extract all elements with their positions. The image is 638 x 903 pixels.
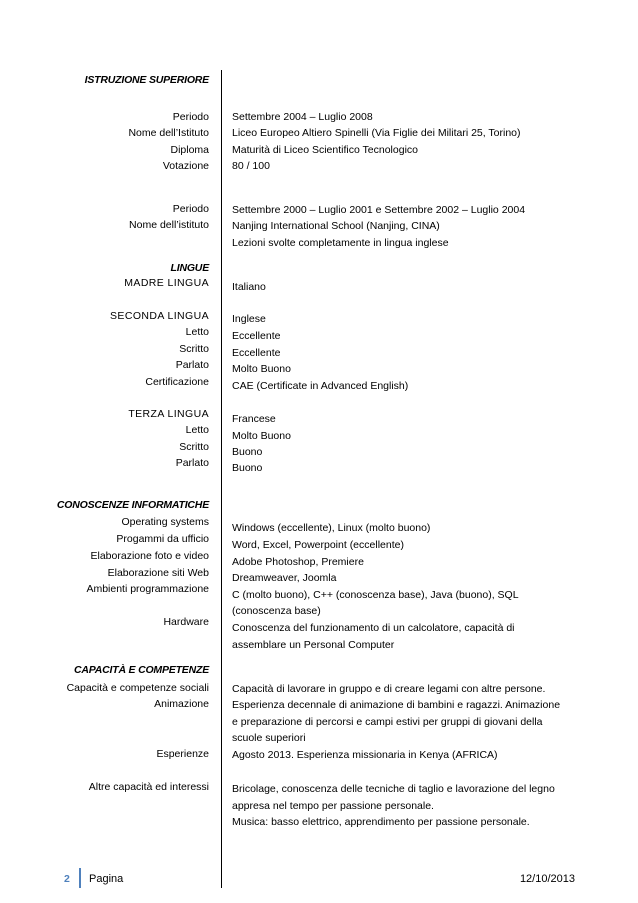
label-letto-2: Letto: [185, 424, 209, 436]
value-animazione-line2: e preparazione di percorsi e campi estivi per gruppi di giovani della: [232, 716, 543, 728]
label-hardware: Hardware: [163, 616, 209, 628]
value-madre-lingua: Italiano: [232, 281, 266, 293]
value-altre-line1: Bricolage, conoscenza delle tecniche di taglio e lavorazione del legno: [232, 783, 555, 795]
label-scritto-1: Scritto: [179, 343, 209, 355]
label-altre-capacita: Altre capacità ed interessi: [88, 781, 209, 793]
label-programmi-ufficio: Progammi da ufficio: [116, 533, 209, 545]
label-votazione: Votazione: [162, 160, 209, 172]
lingue-heading: LINGUE: [170, 262, 209, 274]
value-seconda-lingua: Inglese: [232, 313, 266, 325]
label-periodo-1: Periodo: [172, 111, 209, 123]
page-number: 2: [64, 873, 70, 885]
label-operating-systems: Operating systems: [121, 516, 209, 528]
value-ambienti-line1: C (molto buono), C++ (conoscenza base), Java (buono), SQL: [232, 589, 519, 601]
label-seconda-lingua: SECONDA LINGUA: [110, 310, 209, 322]
label-animazione: Animazione: [154, 698, 209, 710]
label-letto-1: Letto: [185, 326, 209, 338]
value-istituto-2-note: Lezioni svolte completamente in lingua inglese: [232, 237, 449, 249]
value-elaborazione-foto: Adobe Photoshop, Premiere: [232, 556, 364, 568]
label-capacita-sociali: Capacità e competenze sociali: [66, 682, 209, 694]
value-operating-systems: Windows (eccellente), Linux (molto buono): [232, 522, 431, 534]
value-letto-1: Eccellente: [232, 330, 281, 342]
value-elaborazione-web: Dreamweaver, Joomla: [232, 572, 337, 584]
value-altre-line3: Musica: basso elettrico, apprendimento per passione personale.: [232, 816, 530, 828]
value-certificazione: CAE (Certificate in Advanced English): [232, 380, 409, 392]
value-terza-lingua: Francese: [232, 413, 276, 425]
value-animazione-line1: Esperienza decennale di animazione di bambini e ragazzi. Animazione: [232, 699, 561, 711]
label-nome-istituto-2: Nome dell’istituto: [129, 219, 209, 231]
footer-accent-bar: [79, 868, 81, 888]
label-parlato-2: Parlato: [175, 457, 209, 469]
footer-date: 12/10/2013: [519, 873, 575, 885]
value-hardware-line2: assemblare un Personal Computer: [232, 639, 395, 651]
value-scritto-2: Buono: [232, 446, 263, 458]
label-periodo-2: Periodo: [172, 203, 209, 215]
value-parlato-2: Buono: [232, 462, 263, 474]
istruzione-heading: ISTRUZIONE SUPERIORE: [84, 74, 209, 86]
label-certificazione: Certificazione: [145, 376, 209, 388]
value-hardware-line1: Conoscenza del funzionamento di un calcolatore, capacità di: [232, 622, 515, 634]
label-esperienze: Esperienze: [156, 748, 209, 760]
value-istituto-1: Liceo Europeo Altiero Spinelli (Via Figlie dei Militari 25, Torino): [232, 127, 521, 139]
value-altre-line2: appresa nel tempo per passione personale.: [232, 800, 434, 812]
value-periodo-2: Settembre 2000 – Luglio 2001 e Settembre 2002 – Luglio 2004: [232, 204, 526, 216]
value-parlato-1: Molto Buono: [232, 363, 291, 375]
value-sociali: Capacità di lavorare in gruppo e di creare legami con altre persone.: [232, 683, 546, 695]
label-elaborazione-web: Elaborazione siti Web: [107, 567, 209, 579]
label-madre-lingua: MADRE LINGUA: [124, 277, 209, 289]
value-ambienti-line2: (conoscenza base): [232, 605, 321, 617]
value-istituto-2: Nanjing International School (Nanjing, CINA): [232, 220, 440, 232]
capacita-heading: CAPACITÀ E COMPETENZE: [73, 664, 209, 676]
column-divider: [221, 70, 222, 888]
value-votazione: 80 / 100: [232, 160, 270, 172]
value-scritto-1: Eccellente: [232, 347, 281, 359]
label-nome-istituto-1: Nome dell’Istituto: [128, 127, 209, 139]
value-periodo-1: Settembre 2004 – Luglio 2008: [232, 111, 373, 123]
value-letto-2: Molto Buono: [232, 430, 291, 442]
label-parlato-1: Parlato: [175, 359, 209, 371]
page-label: Pagina: [89, 873, 124, 885]
informatiche-heading: CONOSCENZE INFORMATICHE: [56, 499, 209, 511]
label-diploma: Diploma: [170, 144, 209, 156]
label-ambienti: Ambienti programmazione: [86, 583, 209, 595]
value-esperienze: Agosto 2013. Esperienza missionaria in Kenya (AFRICA): [232, 749, 498, 761]
label-scritto-2: Scritto: [179, 441, 209, 453]
label-terza-lingua: TERZA LINGUA: [128, 408, 209, 420]
label-elaborazione-foto: Elaborazione foto e video: [90, 550, 209, 562]
value-diploma: Maturità di Liceo Scientifico Tecnologico: [232, 144, 418, 156]
value-animazione-line3: scuole superiori: [232, 732, 306, 744]
value-programmi-ufficio: Word, Excel, Powerpoint (eccellente): [232, 539, 404, 551]
